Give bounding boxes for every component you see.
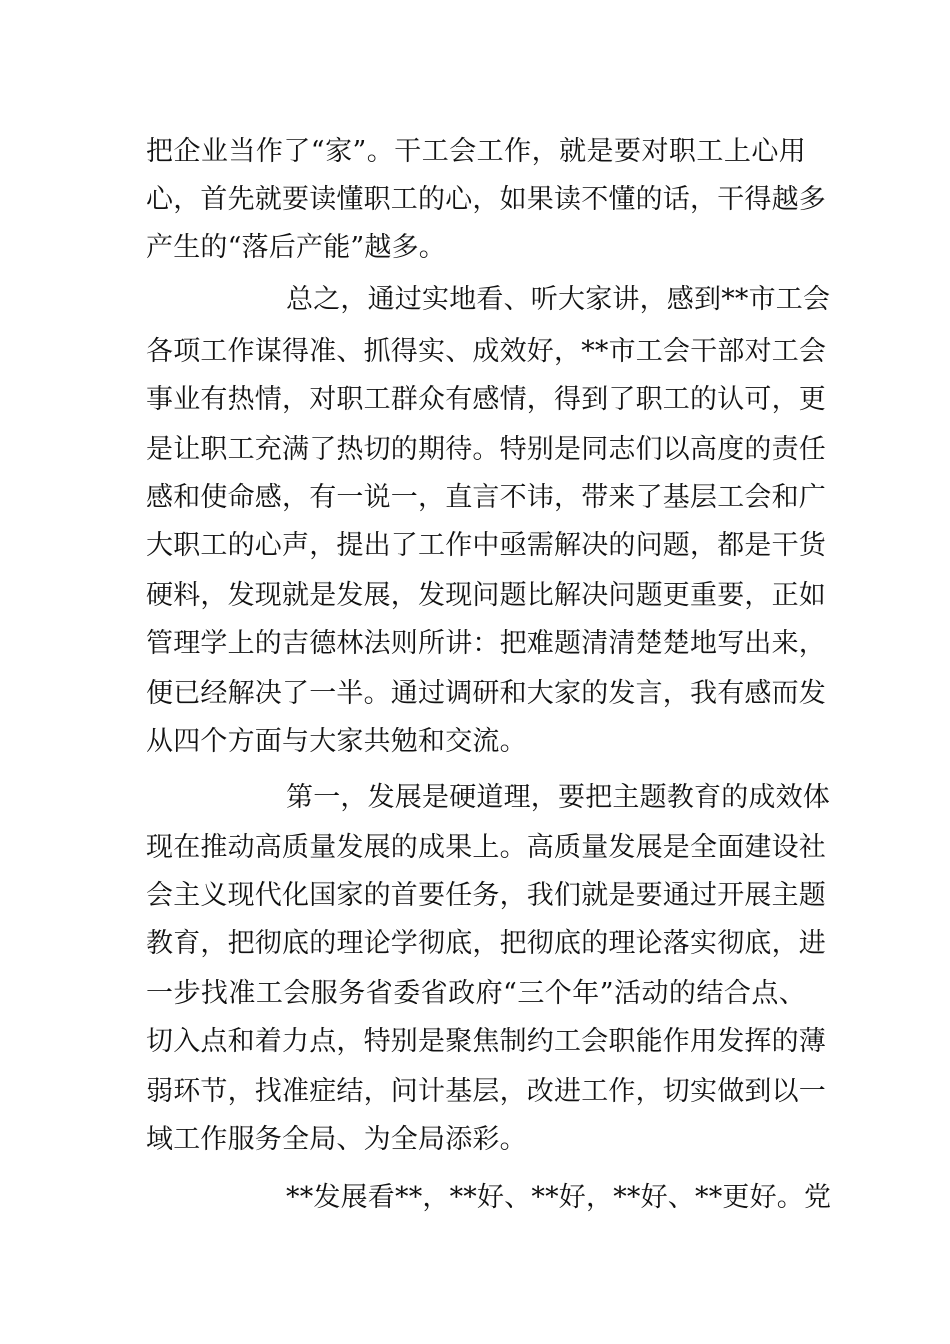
text-line: 一步找准工会服务省委省政府“三个年”活动的结合点、 xyxy=(146,978,806,1009)
text-line: 弱环节，找准症结，问计基层，改进工作，切实做到以一 xyxy=(146,1076,826,1107)
text-line: 感和使命感，有一说一，直言不讳，带来了基层工会和广 xyxy=(146,482,826,513)
text-line: 现在推动高质量发展的成果上。高质量发展是全面建设社 xyxy=(146,832,826,863)
text-line: 从四个方面与大家共勉和交流。 xyxy=(146,726,527,757)
text-line: 各项工作谋得准、抓得实、成效好，**市工会干部对工会 xyxy=(146,336,827,367)
text-line: 产生的“落后产能”越多。 xyxy=(146,232,447,263)
text-line: 硬料，发现就是发展，发现问题比解决问题更重要，正如 xyxy=(146,580,826,611)
text-line: 心，首先就要读懂职工的心，如果读不懂的话，干得越多 xyxy=(146,184,826,215)
text-line: 事业有热情，对职工群众有感情，得到了职工的认可，更 xyxy=(146,384,826,415)
text-line: 切入点和着力点，特别是聚焦制约工会职能作用发挥的薄 xyxy=(146,1026,826,1057)
text-line: 管理学上的吉德林法则所讲：把难题清清楚楚地写出来， xyxy=(146,628,826,659)
text-line: 便已经解决了一半。通过调研和大家的发言，我有感而发 xyxy=(146,678,826,709)
text-line: 会主义现代化国家的首要任务，我们就是要通过开展主题 xyxy=(146,880,826,911)
text-line: 域工作服务全局、为全局添彩。 xyxy=(146,1124,527,1155)
text-line: 是让职工充满了热切的期待。特别是同志们以高度的责任 xyxy=(146,434,826,465)
text-line: 大职工的心声，提出了工作中亟需解决的问题，都是干货 xyxy=(146,530,826,561)
paragraph-start-line: 第一，发展是硬道理，要把主题教育的成效体 xyxy=(286,782,830,813)
text-line: 把企业当作了“家”。干工会工作，就是要对职工上心用 xyxy=(146,136,806,167)
paragraph-start-line: **发展看**，**好、**好，**好、**更好。党 xyxy=(286,1182,832,1213)
text-line: 教育，把彻底的理论学彻底，把彻底的理论落实彻底，进 xyxy=(146,928,826,959)
paragraph-start-line: 总之，通过实地看、听大家讲，感到**市工会 xyxy=(286,284,831,315)
